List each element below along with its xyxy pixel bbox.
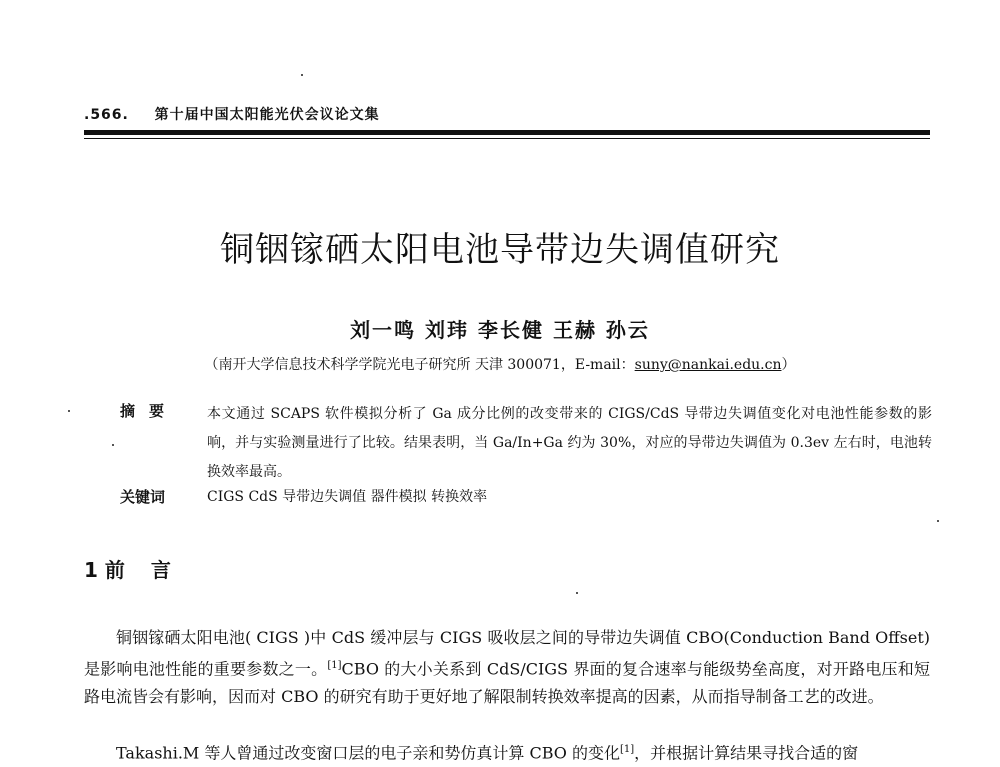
para2-part2: ，并根据计算结果寻找合适的窗	[634, 743, 859, 763]
citation-1: [1]	[327, 660, 342, 671]
keywords-label: 关键词	[120, 488, 166, 506]
section-title-a: 前	[104, 558, 125, 582]
paragraph-takashi	[84, 736, 930, 767]
para1-part2: CBO 的大小关系到 CdS/CIGS 界面的复合速率与能级势垒高度，对开路电压和短路电流皆会有影响，因而对 CBO 的研究有助于更好地了解限制转换效率提高的因素，从而指导制备工艺的改进。	[84, 659, 930, 707]
citation-2: [1]	[619, 744, 635, 755]
running-header	[84, 104, 380, 124]
proceedings-title: 第十届中国太阳能光伏会议论文集	[154, 107, 380, 123]
header-rule-thin	[84, 138, 930, 139]
scan-speck	[68, 410, 70, 412]
scan-speck	[576, 592, 578, 594]
scan-speck	[112, 444, 114, 446]
affiliation-suffix: ）	[781, 357, 796, 373]
header-rule-thick	[84, 130, 930, 135]
affiliation-prefix: （南开大学信息技术科学学院光电子研究所 天津 300071，E-mail：	[204, 357, 635, 373]
scan-speck	[937, 520, 939, 522]
para1-part1: 铜铟镓硒太阳电池( CIGS )中 CdS 缓冲层与 CIGS 吸收层之间的导带边失调值 CBO(Conduction Band Offset)是影响电池性能的重要参数之一。	[84, 628, 930, 679]
section-title-b: 言	[150, 558, 171, 582]
paragraph-intro	[84, 624, 930, 711]
keywords-text: CIGS CdS 导带边失调值 器件模拟 转换效率	[207, 489, 488, 505]
authors: 刘一鸣 刘玮 李长健 王赫 孙云	[350, 318, 650, 342]
paper-title: 铜铟镓硒太阳电池导带边失调值研究	[220, 230, 780, 270]
page-ref: .566.	[84, 107, 129, 123]
section-heading	[84, 554, 171, 583]
section-number: 1	[84, 558, 98, 582]
para2-part1: Takashi.M 等人曾通过改变窗口层的电子亲和势仿真计算 CBO 的变化	[116, 743, 620, 763]
abstract-label: 摘要	[120, 402, 179, 420]
email-link[interactable]: suny@nankai.edu.cn	[634, 357, 782, 373]
scan-speck	[301, 74, 303, 76]
affiliation	[0, 354, 1000, 374]
abstract-text: 本文通过 SCAPS 软件模拟分析了 Ga 成分比例的改变带来的 CIGS/CdS 导带边失调值变化对电池性能参数的影响，并与实验测量进行了比较。结果表明，当 Ga/In+Ga 约为 30%，对应的导带边失调值为 0.3ev 左右时，电池转换效率最高。	[207, 406, 932, 480]
